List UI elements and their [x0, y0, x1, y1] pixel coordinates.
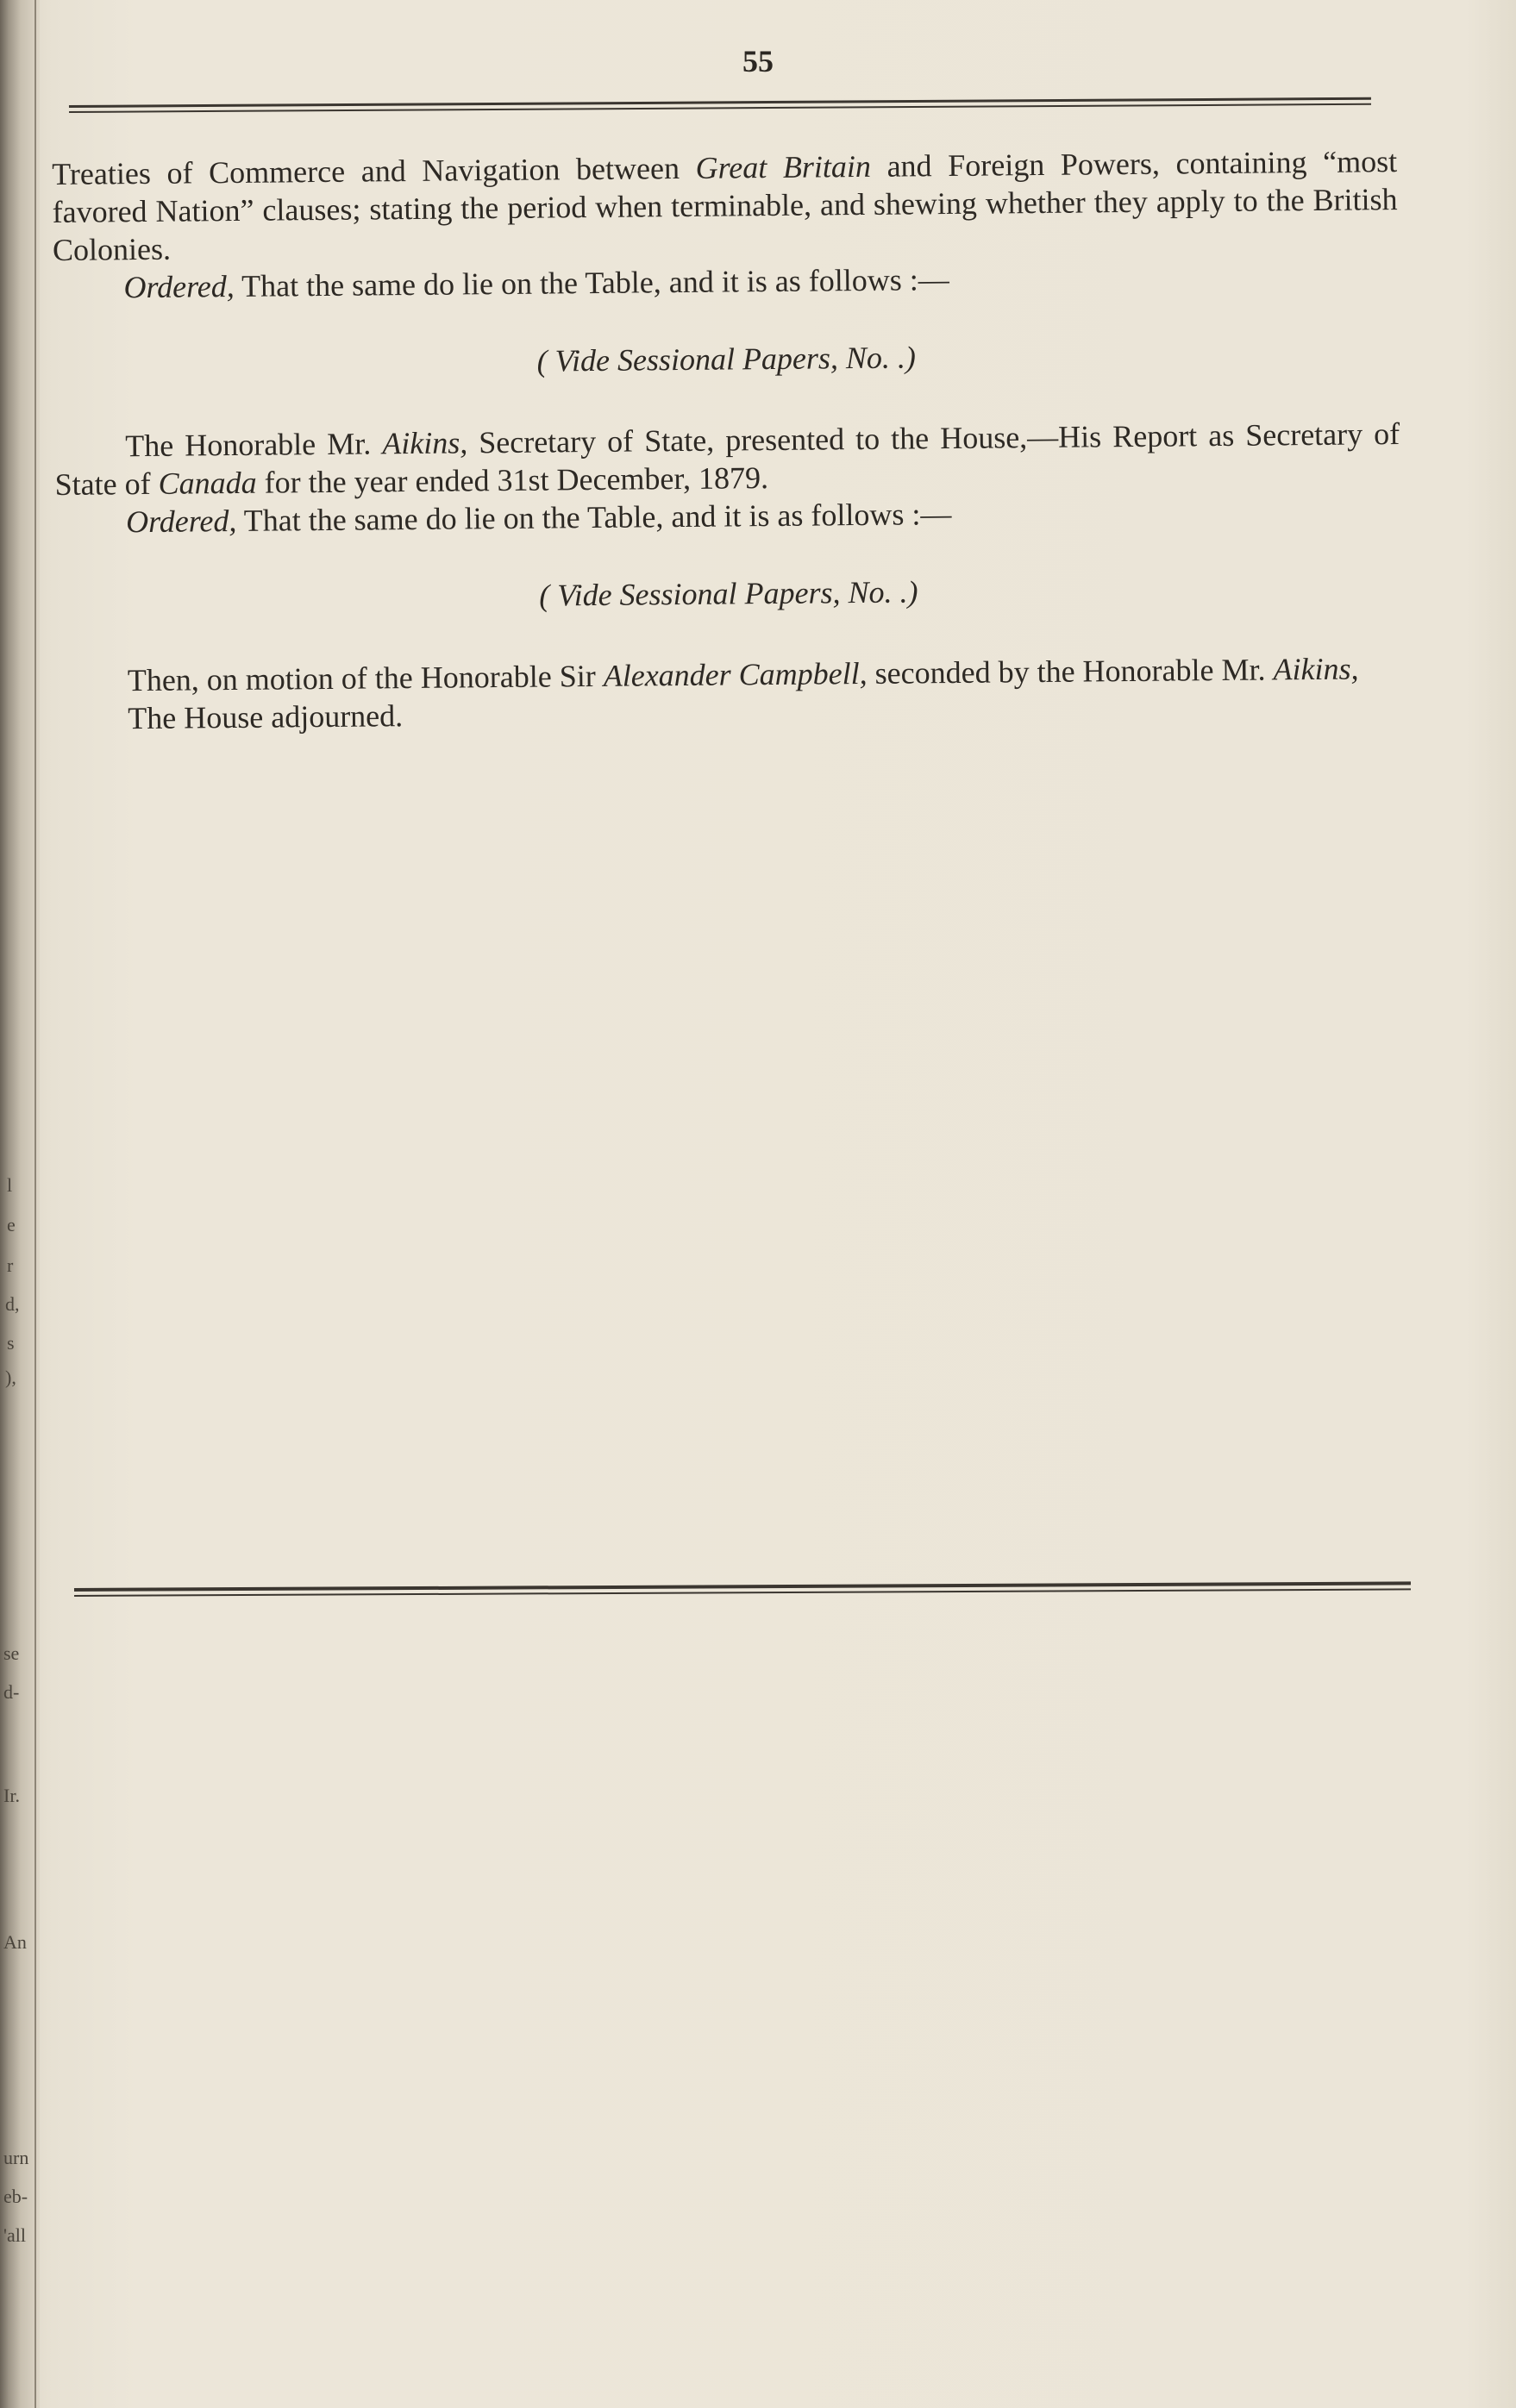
para3-aikins: Aikins, [1273, 651, 1359, 687]
ordered-label: Ordered, [125, 503, 237, 540]
ordered-label: Ordered, [123, 268, 235, 305]
para1-great-britain: Great Britain [695, 148, 872, 185]
margin-fragment: se [3, 1642, 20, 1664]
margin-fragment: An [3, 1931, 27, 1953]
para3-text-a: Then, on motion of the Honorable Sir [127, 658, 604, 698]
margin-fragment: e [7, 1214, 16, 1235]
para1-text: Treaties of Commerce and Navigation between [52, 150, 696, 191]
margin-fragment: urn [3, 2147, 29, 2168]
vide-sessional-papers-2: ( Vide Sessional Papers, No. .) [539, 574, 918, 613]
margin-fragment: d, [5, 1293, 20, 1315]
header-double-rule [69, 97, 1371, 113]
para2-canada: Canada [158, 465, 257, 501]
paragraph-treaties [52, 142, 1398, 269]
page-number: 55 [742, 44, 774, 78]
para3-campbell: Alexander Campbell, [603, 655, 868, 693]
vide-sessional-papers-1: ( Vide Sessional Papers, No. .) [536, 340, 917, 378]
para2-aikins: Aikins, [382, 425, 468, 461]
footer-double-rule [74, 1581, 1411, 1597]
journal-text-block [52, 142, 1402, 738]
paragraph-report [54, 415, 1400, 503]
margin-fragment: l [7, 1174, 13, 1196]
ordered-text: That the same do lie on the Table, and it is as follows :— [236, 497, 952, 538]
margin-fragment: Ir. [3, 1785, 20, 1806]
para2-text-c: for the year ended 31st December, 1879. [256, 460, 769, 500]
para1-text-rest: and Foreign Powers, containing “most favored Nation” clauses; stating the period when terminable, and shewing whether they apply to the British Colonies. [52, 144, 1398, 267]
margin-fragment: ), [5, 1367, 16, 1388]
margin-fragment: r [7, 1254, 14, 1276]
margin-fragment: d- [3, 1681, 20, 1703]
paragraph-adjourned: The House adjourned. [128, 698, 404, 736]
para2-text-a: The Honorable Mr. [125, 426, 383, 464]
ordered-text: That the same do lie on the Table, and it is as follows :— [234, 262, 949, 303]
para3-text-b: seconded by the Honorable Mr. [867, 652, 1274, 691]
margin-fragment: eb- [3, 2186, 28, 2207]
margin-fragment: s [7, 1332, 15, 1354]
margin-fragment: 'all [3, 2224, 26, 2246]
para2-text-b: Secretary of State, presented to the House,—His Report as Secretary of State of [54, 416, 1400, 502]
gutter-edge-line [34, 0, 36, 2408]
